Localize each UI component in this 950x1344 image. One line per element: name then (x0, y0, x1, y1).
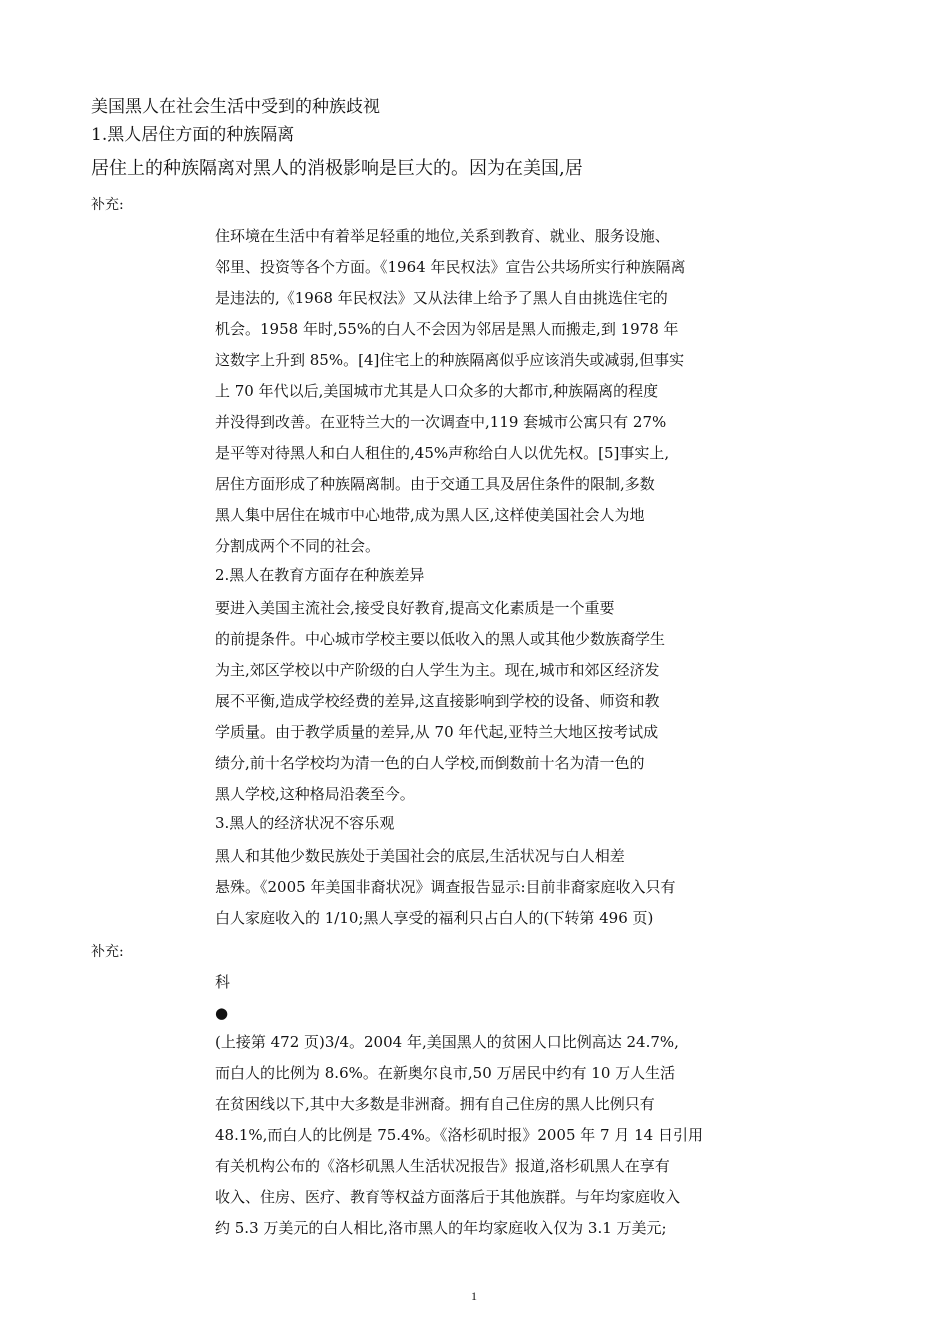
body-line: 学质量。由于教学质量的差异,从 70 年代起,亚特兰大地区按考试成 (215, 723, 659, 741)
body-line: 48.1%,而白人的比例是 75.4%。《洛杉矶时报》2005 年 7 月 14 日引用 (215, 1126, 703, 1144)
body-line: 是违法的,《1968 年民权法》又从法律上给予了黑人自由挑选住宅的 (215, 289, 668, 307)
body-line: 邻里、投资等各个方面。《1964 年民权法》宣告公共场所实行种族隔离 (215, 258, 686, 276)
body-line: 黑人学校,这种格局沿袭至今。 (215, 785, 415, 803)
body-line: 约 5.3 万美元的白人相比,洛市黑人的年均家庭收入仅为 3.1 万美元; (215, 1219, 667, 1237)
body-line: 并没得到改善。在亚特兰大的一次调查中,119 套城市公寓只有 27% (215, 413, 667, 431)
supplement-label: 补充: (91, 944, 124, 960)
body-line: 绩分,前十名学校均为清一色的白人学校,而倒数前十名为清一色的 (215, 754, 645, 772)
body-line: 居住方面形成了种族隔离制。由于交通工具及居住条件的限制,多数 (215, 475, 655, 493)
body-line: 展不平衡,造成学校经费的差异,这直接影响到学校的设备、师资和教 (215, 692, 660, 710)
body-line: 分割成两个不同的社会。 (215, 537, 381, 555)
body-line: 有关机构公布的《洛杉矶黑人生活状况报告》报道,洛杉矶黑人在享有 (215, 1157, 670, 1175)
body-line: 这数字上升到 85%。[4]住宅上的种族隔离似乎应该消失或减弱,但事实 (215, 351, 685, 369)
fragment-text: 科 (215, 973, 231, 991)
lead-paragraph-line: 居住上的种族隔离对黑人的消极影响是巨大的。因为在美国,居 (91, 158, 583, 179)
body-line: 在贫困线以下,其中大多数是非洲裔。拥有自己住房的黑人比例只有 (215, 1095, 655, 1113)
body-line: 而白人的比例为 8.6%。在新奥尔良市,50 万居民中约有 10 万人生活 (215, 1064, 676, 1082)
body-line: 黑人和其他少数民族处于美国社会的底层,生活状况与白人相差 (215, 847, 625, 865)
document-title: 美国黑人在社会生活中受到的种族歧视 (91, 97, 380, 117)
section-heading-education: 2.黑人在教育方面存在种族差异 (215, 566, 425, 584)
body-line: (上接第 472 页)3/4。2004 年,美国黑人的贫困人口比例高达 24.7%, (215, 1033, 679, 1051)
body-line: 白人家庭收入的 1/10;黑人享受的福利只占白人的(下转第 496 页) (215, 909, 654, 927)
section-heading-economy: 3.黑人的经济状况不容乐观 (215, 814, 395, 832)
bullet-glyph: ● (215, 1004, 229, 1022)
supplement-label: 补充: (91, 197, 124, 213)
body-line: 机会。1958 年时,55%的白人不会因为邻居是黑人而搬走,到 1978 年 (215, 320, 679, 338)
body-line: 上 70 年代以后,美国城市尤其是人口众多的大都市,种族隔离的程度 (215, 382, 659, 400)
body-line: 要进入美国主流社会,接受良好教育,提高文化素质是一个重要 (215, 599, 615, 617)
body-line: 收入、住房、医疗、教育等权益方面落后于其他族群。与年均家庭收入 (215, 1188, 681, 1206)
body-line: 是平等对待黑人和白人租住的,45%声称给白人以优先权。[5]事实上, (215, 444, 670, 462)
body-line: 住环境在生活中有着举足轻重的地位,关系到教育、就业、服务设施、 (215, 227, 670, 245)
body-line: 为主,郊区学校以中产阶级的白人学生为主。现在,城市和郊区经济发 (215, 661, 660, 679)
body-line: 的前提条件。中心城市学校主要以低收入的黑人或其他少数族裔学生 (215, 630, 666, 648)
body-line: 悬殊。《2005 年美国非裔状况》调查报告显示:目前非裔家庭收入只有 (215, 878, 676, 896)
page-number: 1 (471, 1289, 477, 1303)
section-heading-housing: 1.黑人居住方面的种族隔离 (91, 125, 295, 145)
body-line: 黑人集中居住在城市中心地带,成为黑人区,这样使美国社会人为地 (215, 506, 645, 524)
